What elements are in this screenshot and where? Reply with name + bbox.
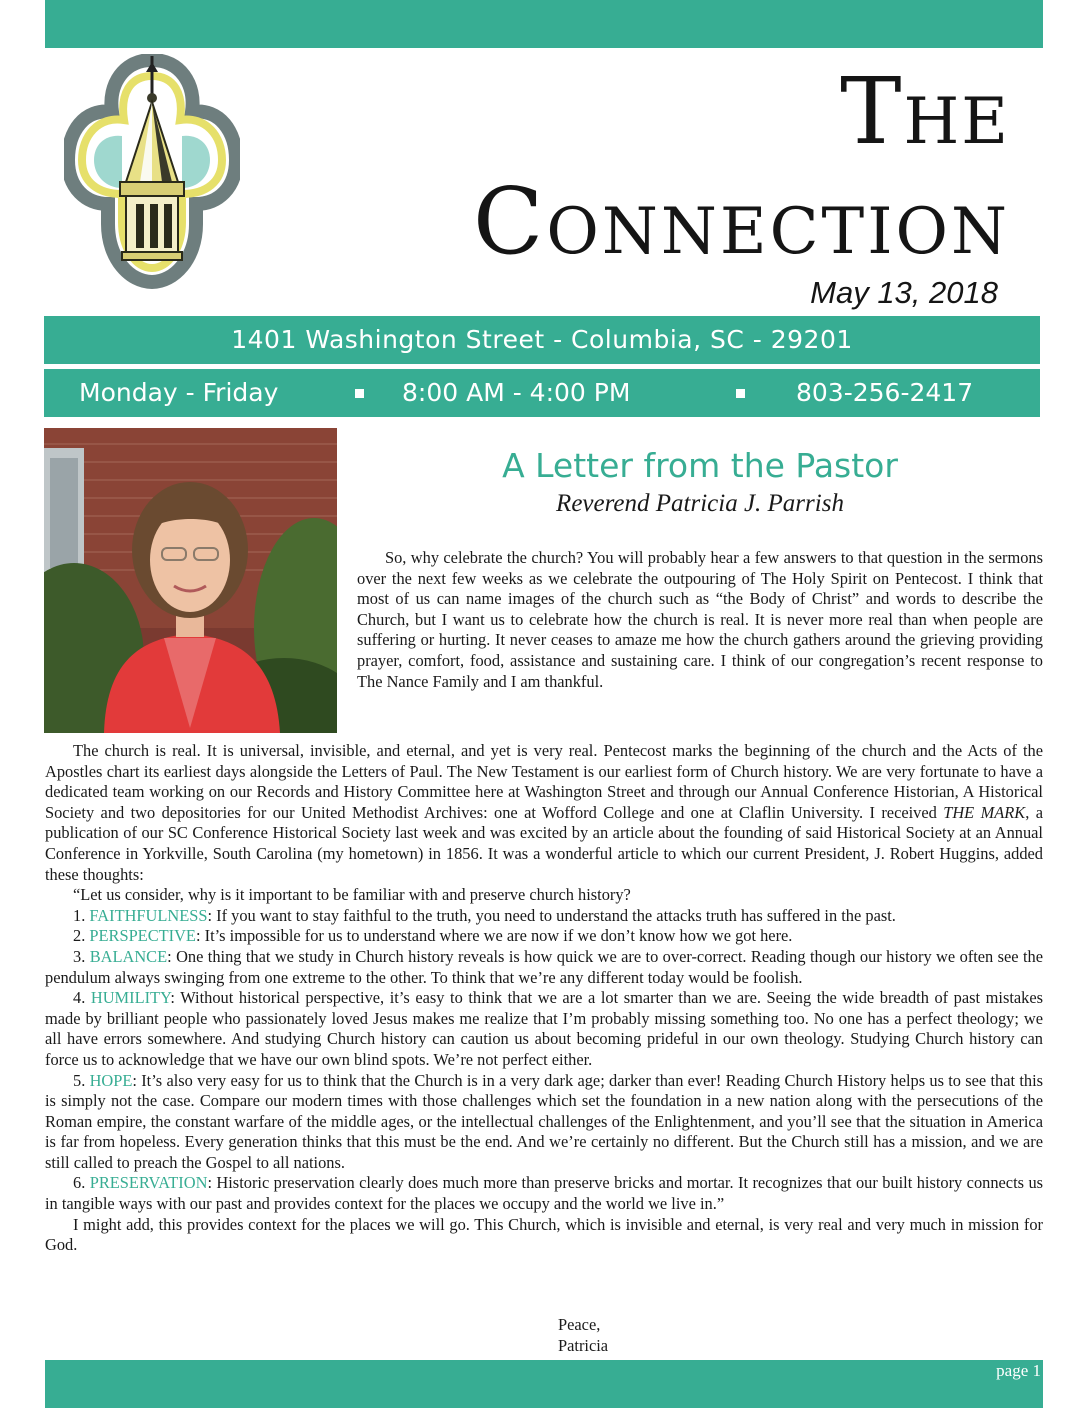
list-text: : Without historical perspective, it’s easy to think that we are a lot smarter than we are. Seeing the wide breadth of past mistakes made by brilliant people who passionately loved Jesus makes me realize that I’m probably missing something too. No one has a perfect theology; we all have errors somewhere. And studying Church history can caution us about becoming prideful in our own theology. Studying Church history can force us to acknowledge that we have our own blind spots. We’re not perfect either. bbox=[45, 988, 1044, 1069]
list-number: 5. bbox=[73, 1070, 90, 1090]
address-bar bbox=[44, 316, 1040, 364]
pastor-photo bbox=[44, 428, 337, 733]
list-text: : If you want to stay faithful to the truth, you need to understand the attacks truth has suffered in the past. bbox=[207, 905, 896, 925]
list-number: 6. bbox=[73, 1173, 90, 1193]
list-text: : It’s also very easy for us to think that the Church is in a very dark age; darker than ever! Reading Church History helps us to see that this is simply not the case. Compare our modern times with those challenges which set the foundation in a new nation along with the persecutions of the Roman empire, the constant warfare of the middle ages, or the intellectual challenges of the Enlightenment, and you’ll see that the situation in America is far from hopeless. Every generation thinks that this must be the end. And we’re certainly no different. But the Church still has a mission, and we are still called to preach the Gospel to all nations. bbox=[45, 1070, 1044, 1172]
bullet-square-icon bbox=[736, 389, 745, 398]
list-item bbox=[45, 926, 1043, 947]
article-intro-paragraph: So, why celebrate the church? You will probably hear a few answers to that question in the sermons over the next few weeks as we celebrate the outpouring of The Holy Spirit on Pentecost. I think that most of us can name images of the church such as “the Body of Christ” and words to describe the Church, but I want us to celebrate how the church is real. It is never more real than when people are suffering or hurting. It never ceases to amaze me how the church gathers around the grieving providing prayer, comfort, food, assistance and sustaining care. I think of our congregation’s recent response to The Nance Family and I am thankful. bbox=[357, 548, 1043, 691]
church-steeple-logo bbox=[64, 54, 240, 314]
top-color-band bbox=[45, 0, 1043, 48]
list-keyword: PERSPECTIVE bbox=[89, 926, 196, 946]
quote-intro: “Let us consider, why is it important to be familiar with and preserve church history? bbox=[73, 885, 631, 905]
office-days: Monday - Friday bbox=[79, 378, 279, 407]
list-keyword: BALANCE bbox=[89, 946, 168, 966]
list-item bbox=[45, 1071, 1043, 1174]
list-item bbox=[45, 988, 1043, 1070]
signoff-greeting: Peace, bbox=[558, 1315, 601, 1334]
masthead-title-line2: Connection bbox=[473, 168, 1010, 275]
signoff-name: Patricia bbox=[558, 1336, 609, 1355]
list-number: 4. bbox=[73, 988, 91, 1008]
article-author: Reverend Patricia J. Parrish bbox=[556, 490, 844, 517]
list-item bbox=[45, 906, 1043, 927]
bullet-square-icon bbox=[355, 389, 364, 398]
issue-date: May 13, 2018 bbox=[810, 275, 998, 310]
list-keyword: HUMILITY bbox=[90, 988, 171, 1008]
office-phone: 803-256-2417 bbox=[796, 378, 974, 407]
list-keyword: FAITHFULNESS bbox=[89, 905, 208, 925]
list-text: : It’s impossible for us to understand where we are now if we don’t know how we got here. bbox=[195, 926, 793, 946]
masthead-title-line1: The bbox=[840, 58, 1010, 165]
office-hours: 8:00 AM - 4:00 PM bbox=[402, 378, 631, 407]
list-number: 2. bbox=[73, 926, 90, 946]
signoff-block bbox=[558, 1314, 608, 1356]
list-keyword: HOPE bbox=[89, 1070, 133, 1090]
article-body bbox=[45, 741, 1043, 1256]
publication-name: THE MARK bbox=[943, 802, 1026, 822]
bottom-color-band bbox=[45, 1360, 1043, 1408]
paragraph-text: , a publication of our SC Conference Historical Society last week and was excited by an article about the founding of said Historical Society at an Annual Conference in Yorkville, South Carolina (my hometown) in 1856. It was a wonderful article to which our current President, J. Robert Huggins, added these thoughts: bbox=[45, 802, 1043, 884]
list-keyword: PRESERVATION bbox=[89, 1173, 208, 1193]
list-number: 3. bbox=[73, 946, 90, 966]
list-item bbox=[45, 947, 1043, 988]
page-number: page 1 bbox=[996, 1361, 1041, 1380]
list-text: : One thing that we study in Church history reveals is how quick we are to over-correct. Reading though our history we often see the pendulum always swinging from one extreme to the other. To think that we’re any different today would be foolish. bbox=[45, 946, 1044, 987]
church-address: 1401 Washington Street - Columbia, SC - 29201 bbox=[231, 325, 853, 354]
list-text: : Historic preservation clearly does much more than preserve bricks and mortar. It recognizes that our built history connects us in tangible ways with our past and provides context for the places we occupy and the world we live in.” bbox=[45, 1173, 1044, 1214]
list-number: 1. bbox=[73, 905, 90, 925]
office-hours-bar bbox=[44, 369, 1040, 417]
closing-paragraph: I might add, this provides context for the places we will go. This Church, which is invisible and eternal, is very real and very much in mission for God. bbox=[45, 1214, 1043, 1255]
article-paragraph bbox=[45, 741, 1043, 885]
list-item bbox=[45, 1173, 1043, 1214]
paragraph-text: The church is real. It is universal, invisible, and eternal, and yet is very real. Pentecost marks the beginning of the church and the Acts of the Apostles chart its earliest days alongside the Letters of Paul. The New Testament is our earliest form of Church history. We are very fortunate to have a dedicated team working on our Records and History Committee here at Washington Street and through our Annual Conference Historian, A Historical Society and two depositories for our United Methodist Archives: one at Wofford College and one at Claflin University. I received bbox=[45, 741, 1043, 822]
article-title: A Letter from the Pastor bbox=[502, 446, 898, 485]
